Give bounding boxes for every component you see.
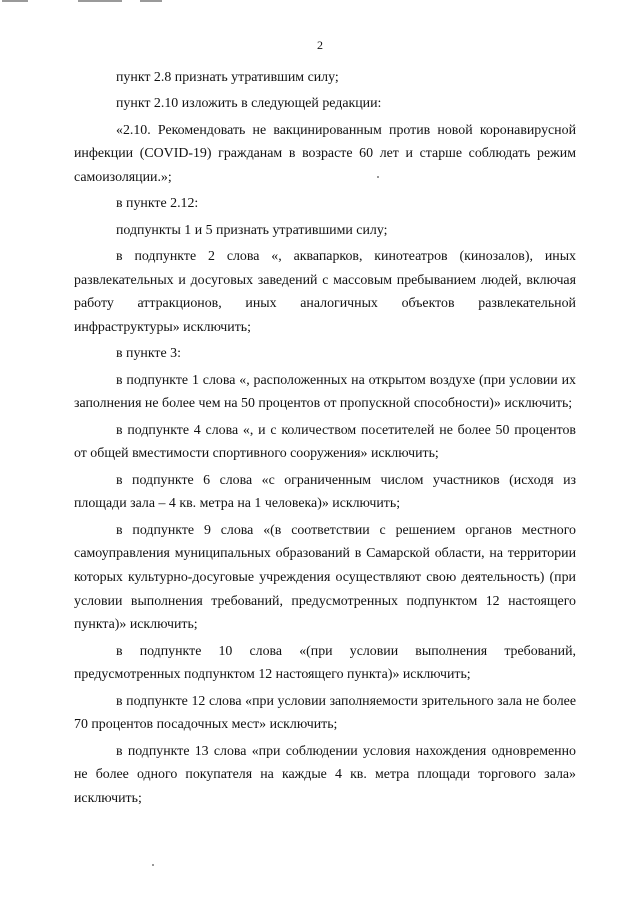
paragraph: в пункте 2.12: bbox=[116, 196, 199, 212]
paragraph: в подпункте 10 слова «(при условии выполнения требований, предусмотренных подпунктом 12 настоящего пункта)» исключить; bbox=[74, 643, 576, 683]
document-body bbox=[74, 66, 576, 813]
paragraph: в подпункте 13 слова «при соблюдении условия нахождения одновременно не более одного покупателя на каждые 4 кв. метра площади торгового зала» исключить; bbox=[74, 743, 576, 807]
paragraph: в подпункте 2 слова «, аквапарков, кинотеатров (кинозалов), иных развлекательных и досуговых заведений с массовым пребыванием людей, включая работу аттракционов, иных аналогичных объектов развлекательной инфраструктуры» исключить; bbox=[74, 248, 576, 335]
paragraph: подпункты 1 и 5 признать утратившими силу; bbox=[116, 222, 388, 238]
scan-speck bbox=[152, 864, 154, 866]
paragraph: пункт 2.10 изложить в следующей редакции: bbox=[116, 96, 382, 112]
scan-edge-mark bbox=[140, 0, 162, 2]
paragraph: пункт 2.8 признать утратившим силу; bbox=[116, 70, 339, 85]
page-number: 2 bbox=[317, 38, 323, 52]
paragraph: в пункте 3: bbox=[116, 346, 181, 362]
scan-edge-mark bbox=[2, 0, 28, 2]
scan-speck bbox=[377, 176, 379, 178]
paragraph: в подпункте 9 слова «(в соответствии с решением органов местного самоуправления муниципальных образований в Самарской области, на территории которых культурно-досуговые учреждения осуществляют свою деятельность) (при условии выполнения требований, предусмотренных подпунктом 12 настоящего пункта)» исключить; bbox=[74, 522, 576, 633]
paragraph: в подпункте 1 слова «, расположенных на открытом воздухе (при условии их заполнения не более чем на 50 процентов от пропускной способности)» исключить; bbox=[74, 372, 576, 412]
paragraph: в подпункте 6 слова «с ограниченным числом участников (исходя из площади зала – 4 кв. метра на 1 человека)» исключить; bbox=[74, 472, 576, 512]
paragraph: в подпункте 12 слова «при условии заполняемости зрительного зала не более 70 процентов посадочных мест» исключить; bbox=[74, 693, 576, 733]
scan-edge-mark bbox=[78, 0, 122, 2]
paragraph: в подпункте 4 слова «, и с количеством посетителей не более 50 процентов от общей вместимости спортивного сооружения» исключить; bbox=[74, 422, 576, 462]
paragraph: «2.10. Рекомендовать не вакцинированным против новой коронавирусной инфекции (COVID-19) гражданам в возрасте 60 лет и старше соблюдать режим самоизоляции.»; bbox=[74, 122, 576, 185]
